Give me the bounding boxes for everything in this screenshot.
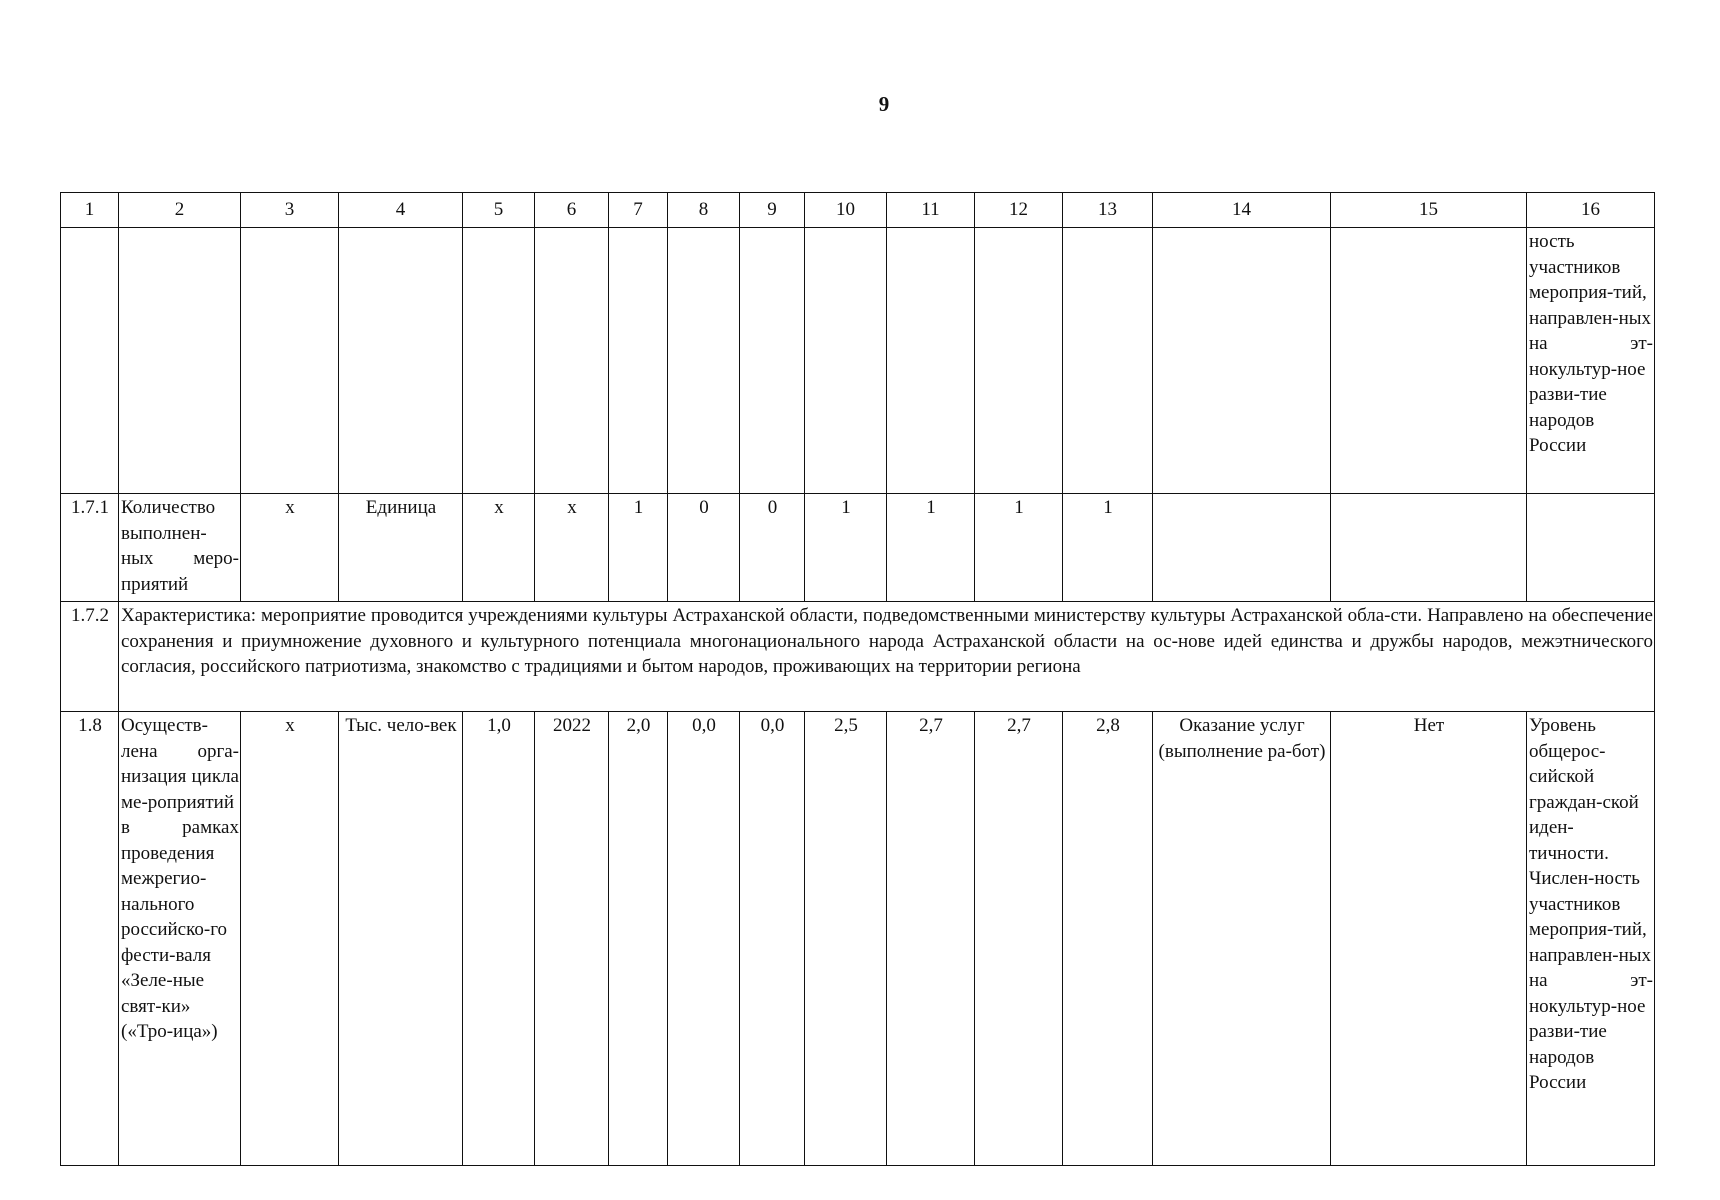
event-name: Количество выполнен-ных меро-приятий xyxy=(119,494,241,602)
cell-col-12: 1 xyxy=(975,494,1063,602)
column-number-row xyxy=(61,193,1655,228)
characteristic-text: Характеристика: мероприятие проводится учреждениями культуры Астраханской области, подведомственными министерству культуры Астраханской обла-сти. Направлено на обеспечение сохранения и приумножение духовного и культурного потенциала многонационального народа Астраханской области на ос-нове идей единства и дружбы народов, межэтнического согласия, российского патриотизма, знакомство с традициями и бытом народов, проживающих на территории региона xyxy=(119,602,1655,712)
empty-cell xyxy=(975,228,1063,494)
empty-cell xyxy=(1331,494,1527,602)
column-number: 4 xyxy=(339,193,463,228)
empty-cell xyxy=(119,228,241,494)
column-number: 3 xyxy=(241,193,339,228)
empty-cell xyxy=(1153,494,1331,602)
empty-cell xyxy=(339,228,463,494)
event-name: Осуществ-лена орга-низация цикла ме-роприятий в рамках проведения межрегио-нального российско-го фести-валя «Зеле-ные свят-ки» («Тро-ица») xyxy=(119,712,241,1166)
empty-cell xyxy=(668,228,740,494)
continuation-row xyxy=(61,228,1655,494)
indicator-description: Уровень общерос-сийской граждан-ской иден-тичности. Числен-ность участников мероприя-тий, направлен-ных на эт-нокультур-ное разви-тие народов России xyxy=(1527,712,1655,1166)
cell-col-6: х xyxy=(535,494,609,602)
column-number: 5 xyxy=(463,193,535,228)
table-row-1-7-1 xyxy=(61,494,1655,602)
empty-cell xyxy=(61,228,119,494)
cell-col-9: 0 xyxy=(740,494,805,602)
page-number: 9 xyxy=(878,92,890,116)
cell-col-8: 0 xyxy=(668,494,740,602)
cell-col-12: 2,7 xyxy=(975,712,1063,1166)
unit-cell: Единица xyxy=(339,494,463,602)
empty-cell xyxy=(1153,228,1331,494)
cell-col-9: 0,0 xyxy=(740,712,805,1166)
row-number: 1.7.2 xyxy=(61,602,119,712)
base-year: 2022 xyxy=(535,712,609,1166)
column-number: 2 xyxy=(119,193,241,228)
column-number: 12 xyxy=(975,193,1063,228)
column-number: 14 xyxy=(1153,193,1331,228)
cell-col-11: 1 xyxy=(887,494,975,602)
result-type: Оказание услуг (выполнение ра-бот) xyxy=(1153,712,1331,1166)
empty-cell xyxy=(1331,228,1527,494)
table-row-1-7-2 xyxy=(61,602,1655,712)
column-number: 10 xyxy=(805,193,887,228)
empty-cell xyxy=(805,228,887,494)
cell-col-3: х xyxy=(241,494,339,602)
base-value: 1,0 xyxy=(463,712,535,1166)
cell-col-7: 1 xyxy=(609,494,668,602)
column-number: 8 xyxy=(668,193,740,228)
cell-col-10: 2,5 xyxy=(805,712,887,1166)
cell-col-8: 0,0 xyxy=(668,712,740,1166)
indicator-description: ность участников мероприя-тий, направлен-ных на эт-нокультур-ное разви-тие народов России xyxy=(1527,228,1655,494)
cell-col-5: х xyxy=(463,494,535,602)
cell-col-13: 2,8 xyxy=(1063,712,1153,1166)
empty-cell xyxy=(1063,228,1153,494)
column-number: 16 xyxy=(1527,193,1655,228)
cell-col-10: 1 xyxy=(805,494,887,602)
empty-cell xyxy=(609,228,668,494)
column-number: 15 xyxy=(1331,193,1527,228)
cell-col-13: 1 xyxy=(1063,494,1153,602)
column-number: 1 xyxy=(61,193,119,228)
column-number: 7 xyxy=(609,193,668,228)
program-table xyxy=(60,192,1655,1166)
empty-cell xyxy=(535,228,609,494)
unit-cell: Тыс. чело-век xyxy=(339,712,463,1166)
empty-cell xyxy=(241,228,339,494)
cell-col-11: 2,7 xyxy=(887,712,975,1166)
empty-cell xyxy=(1527,494,1655,602)
column-number: 11 xyxy=(887,193,975,228)
cell-col-7: 2,0 xyxy=(609,712,668,1166)
empty-cell xyxy=(887,228,975,494)
empty-cell xyxy=(463,228,535,494)
cell-col-15: Нет xyxy=(1331,712,1527,1166)
column-number: 13 xyxy=(1063,193,1153,228)
table-row-1-8 xyxy=(61,712,1655,1166)
row-number: 1.8 xyxy=(61,712,119,1166)
column-number: 6 xyxy=(535,193,609,228)
column-number: 9 xyxy=(740,193,805,228)
row-number: 1.7.1 xyxy=(61,494,119,602)
cell-col-3: х xyxy=(241,712,339,1166)
empty-cell xyxy=(740,228,805,494)
